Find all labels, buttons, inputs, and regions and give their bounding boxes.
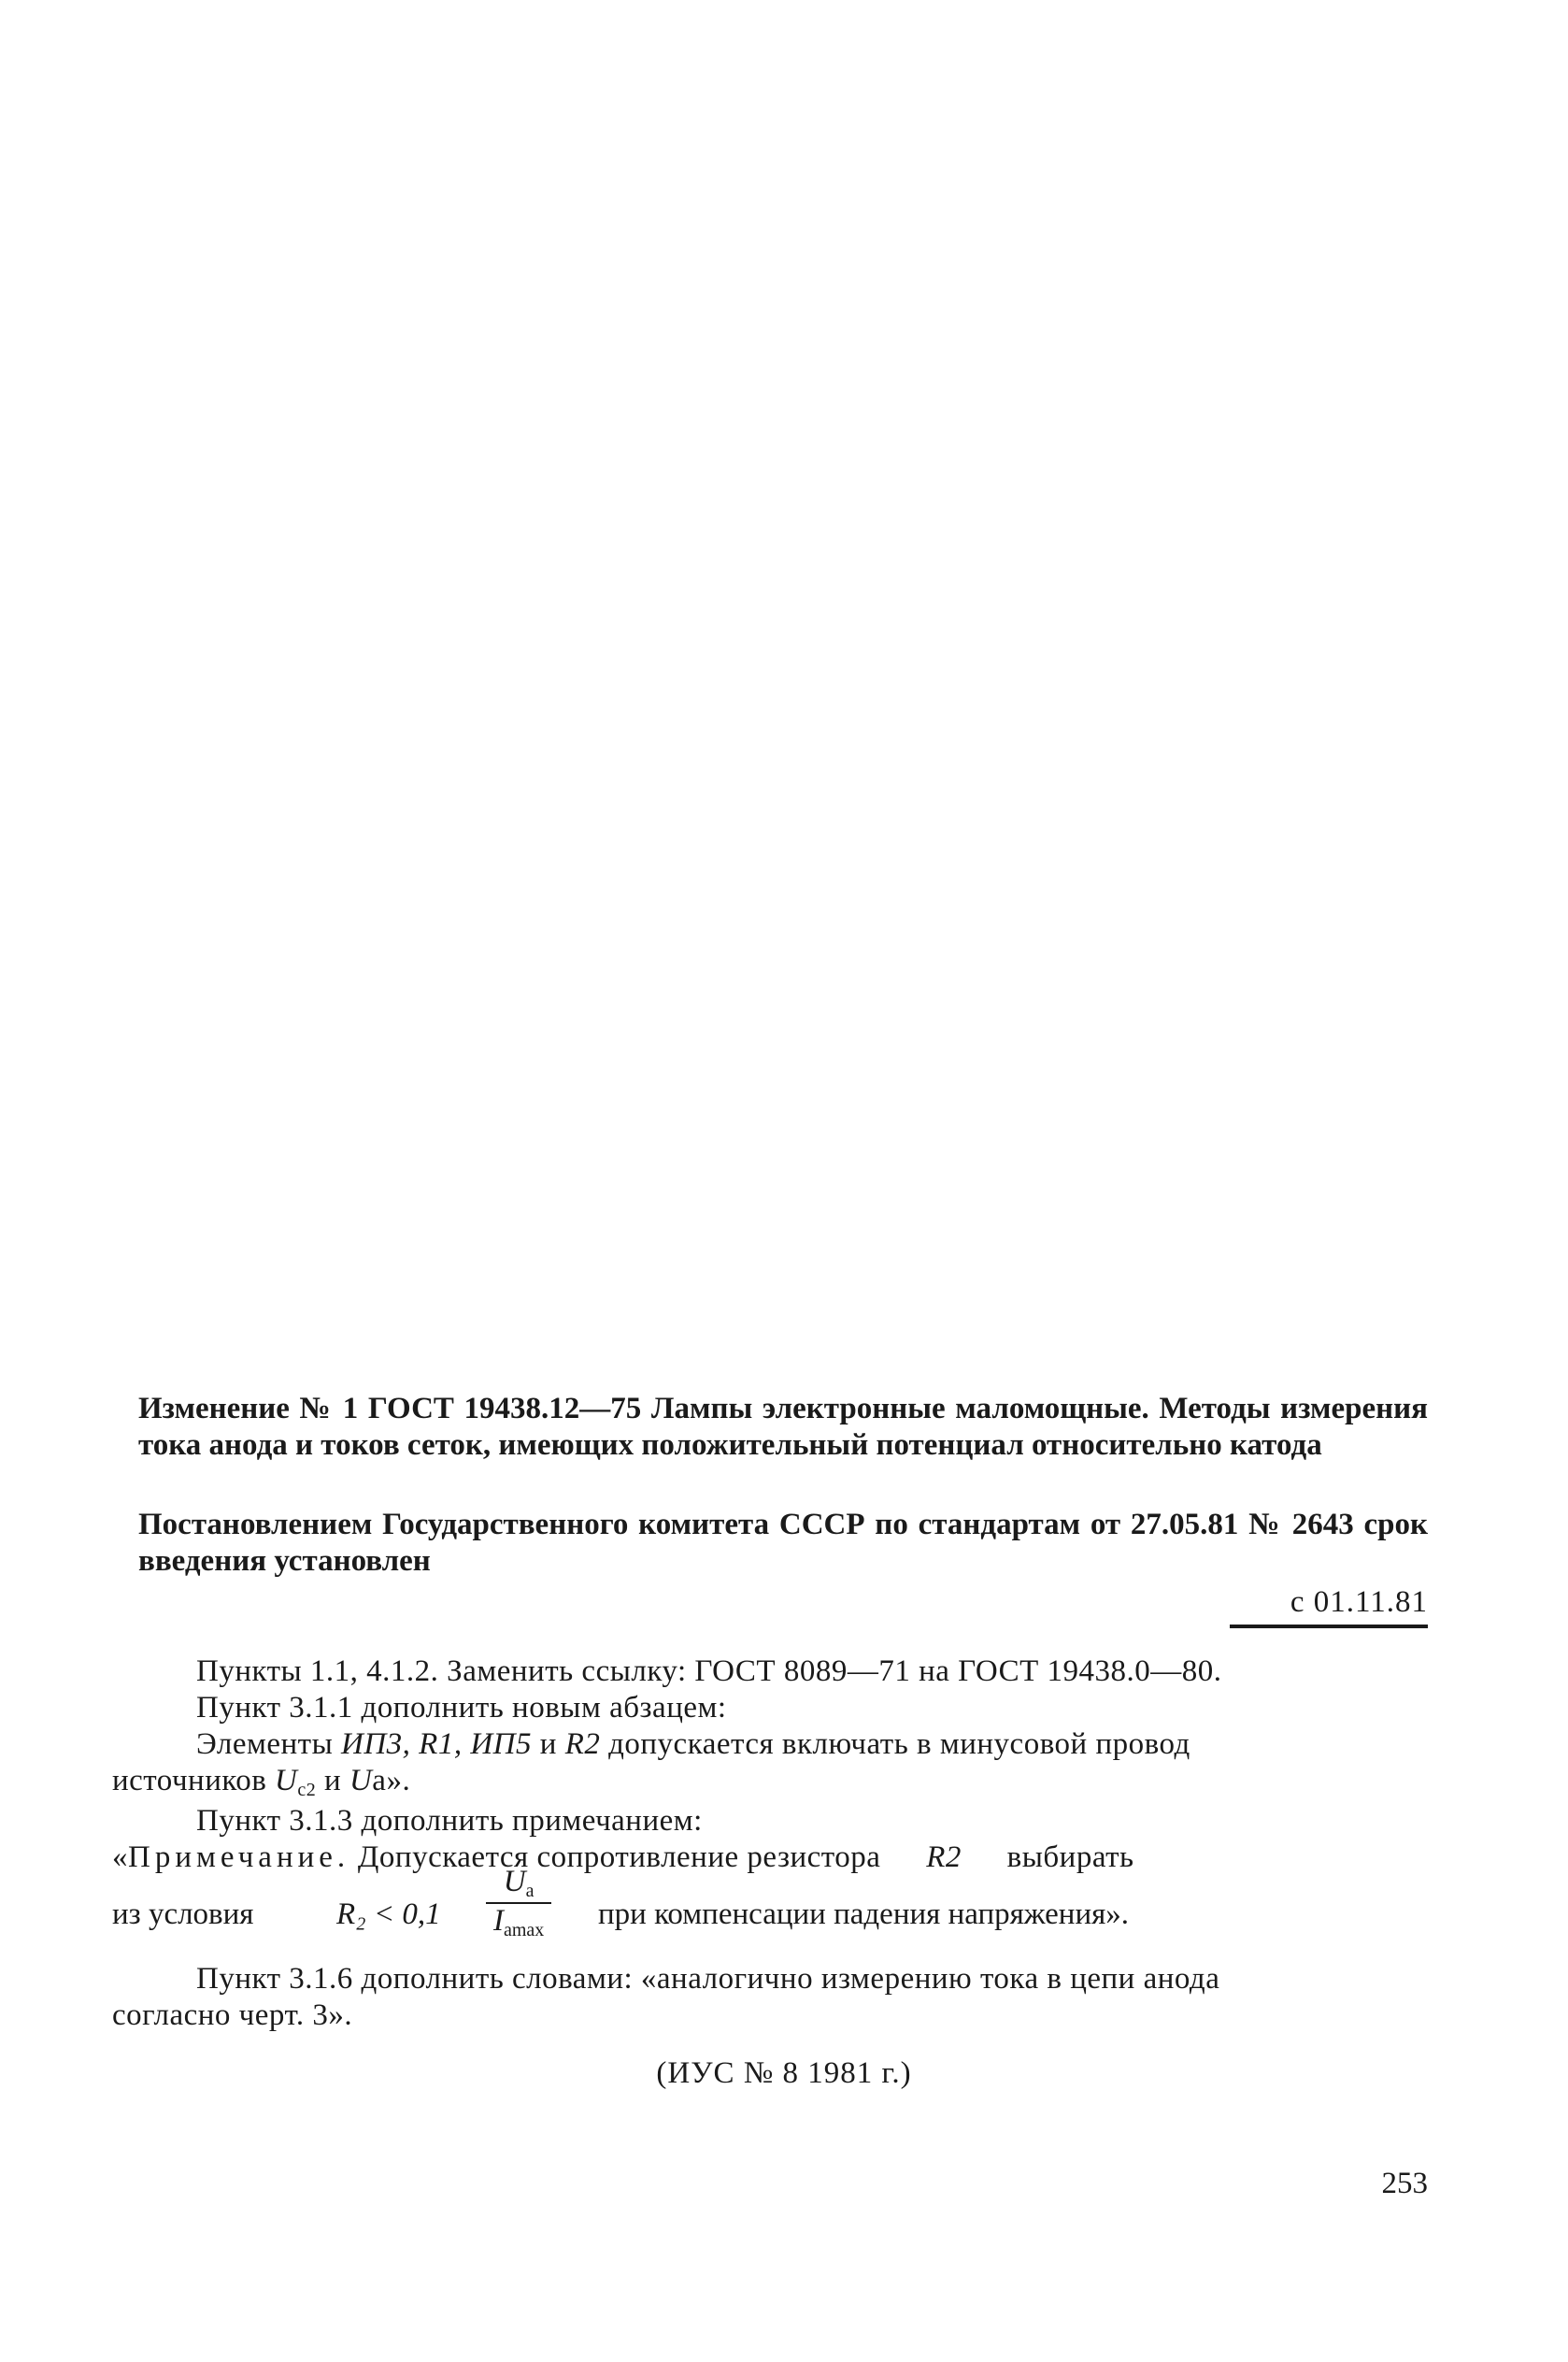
note-label: Примечание. <box>128 1840 350 1874</box>
voltage-symbol-anode: U <box>349 1764 373 1797</box>
formula-suffix: при компенсации падения напряжения». <box>598 1897 1130 1931</box>
paragraph-313: Пункт 3.1.3 дополнить примечанием: <box>196 1804 703 1838</box>
paragraph-316-cont: согласно черт. 3». <box>112 1998 353 2032</box>
element-r1: R1, <box>419 1727 463 1761</box>
paragraph-elements <box>196 1726 1428 1763</box>
source-reference: (ИУС № 8 1981 г.) <box>656 2056 912 2090</box>
element-ip5: ИП5 <box>470 1727 533 1761</box>
formula-line <box>112 1865 1428 1940</box>
note-text: Допускается сопротивление резистора <box>357 1840 881 1874</box>
elements-prefix: Элементы <box>196 1727 334 1761</box>
formula-denominator: $I_{аmax}$ <box>486 1902 551 1941</box>
effective-date: с 01.11.81 <box>1230 1583 1428 1628</box>
elements-and: и <box>539 1727 557 1761</box>
elements-suffix: допускается включать в минусовой провод <box>608 1727 1190 1761</box>
formula-numerator: $U_а$ <box>503 1865 535 1901</box>
sources-end: ». <box>386 1764 411 1797</box>
paragraph-references: Пункты 1.1, 4.1.2. Заменить ссылку: ГОСТ 8089—71 на ГОСТ 19438.0—80. <box>196 1654 1222 1688</box>
note-open-quote: « <box>112 1840 128 1874</box>
formula-lhs: R₂ < 0,1 <box>336 1897 441 1931</box>
paragraph-316: Пункт 3.1.6 дополнить словами: «аналогично измерению тока в цепи анода <box>196 1962 1220 1996</box>
page-number: 253 <box>1381 2167 1428 2200</box>
paragraph-sources <box>112 1763 1428 1809</box>
formula-prefix: из условия <box>112 1897 254 1931</box>
voltage-sub-c2: с2 <box>297 1780 317 1800</box>
voltage-symbol: U <box>275 1764 298 1797</box>
note-tail: выбирать <box>1006 1840 1134 1874</box>
sources-prefix: источников <box>112 1764 267 1797</box>
formula-fraction <box>486 1865 551 1941</box>
note-r2: R2 <box>926 1840 962 1874</box>
voltage-sub-a: а <box>372 1764 387 1797</box>
amendment-title: Изменение № 1 ГОСТ 19438.12—75 Лампы электронные маломощные. Методы измерения тока анода и токов сеток, имеющих положительный потенциал относительно катода <box>138 1392 1428 1462</box>
element-ip3: ИП3, <box>341 1727 411 1761</box>
decree-text: Постановлением Государственного комитета СССР по стандартам от 27.05.81 № 2643 срок введения установлен <box>138 1508 1428 1578</box>
paragraph-311: Пункт 3.1.1 дополнить новым абзацем: <box>196 1691 727 1725</box>
element-r2: R2 <box>564 1727 601 1761</box>
sources-and: и <box>324 1764 342 1797</box>
